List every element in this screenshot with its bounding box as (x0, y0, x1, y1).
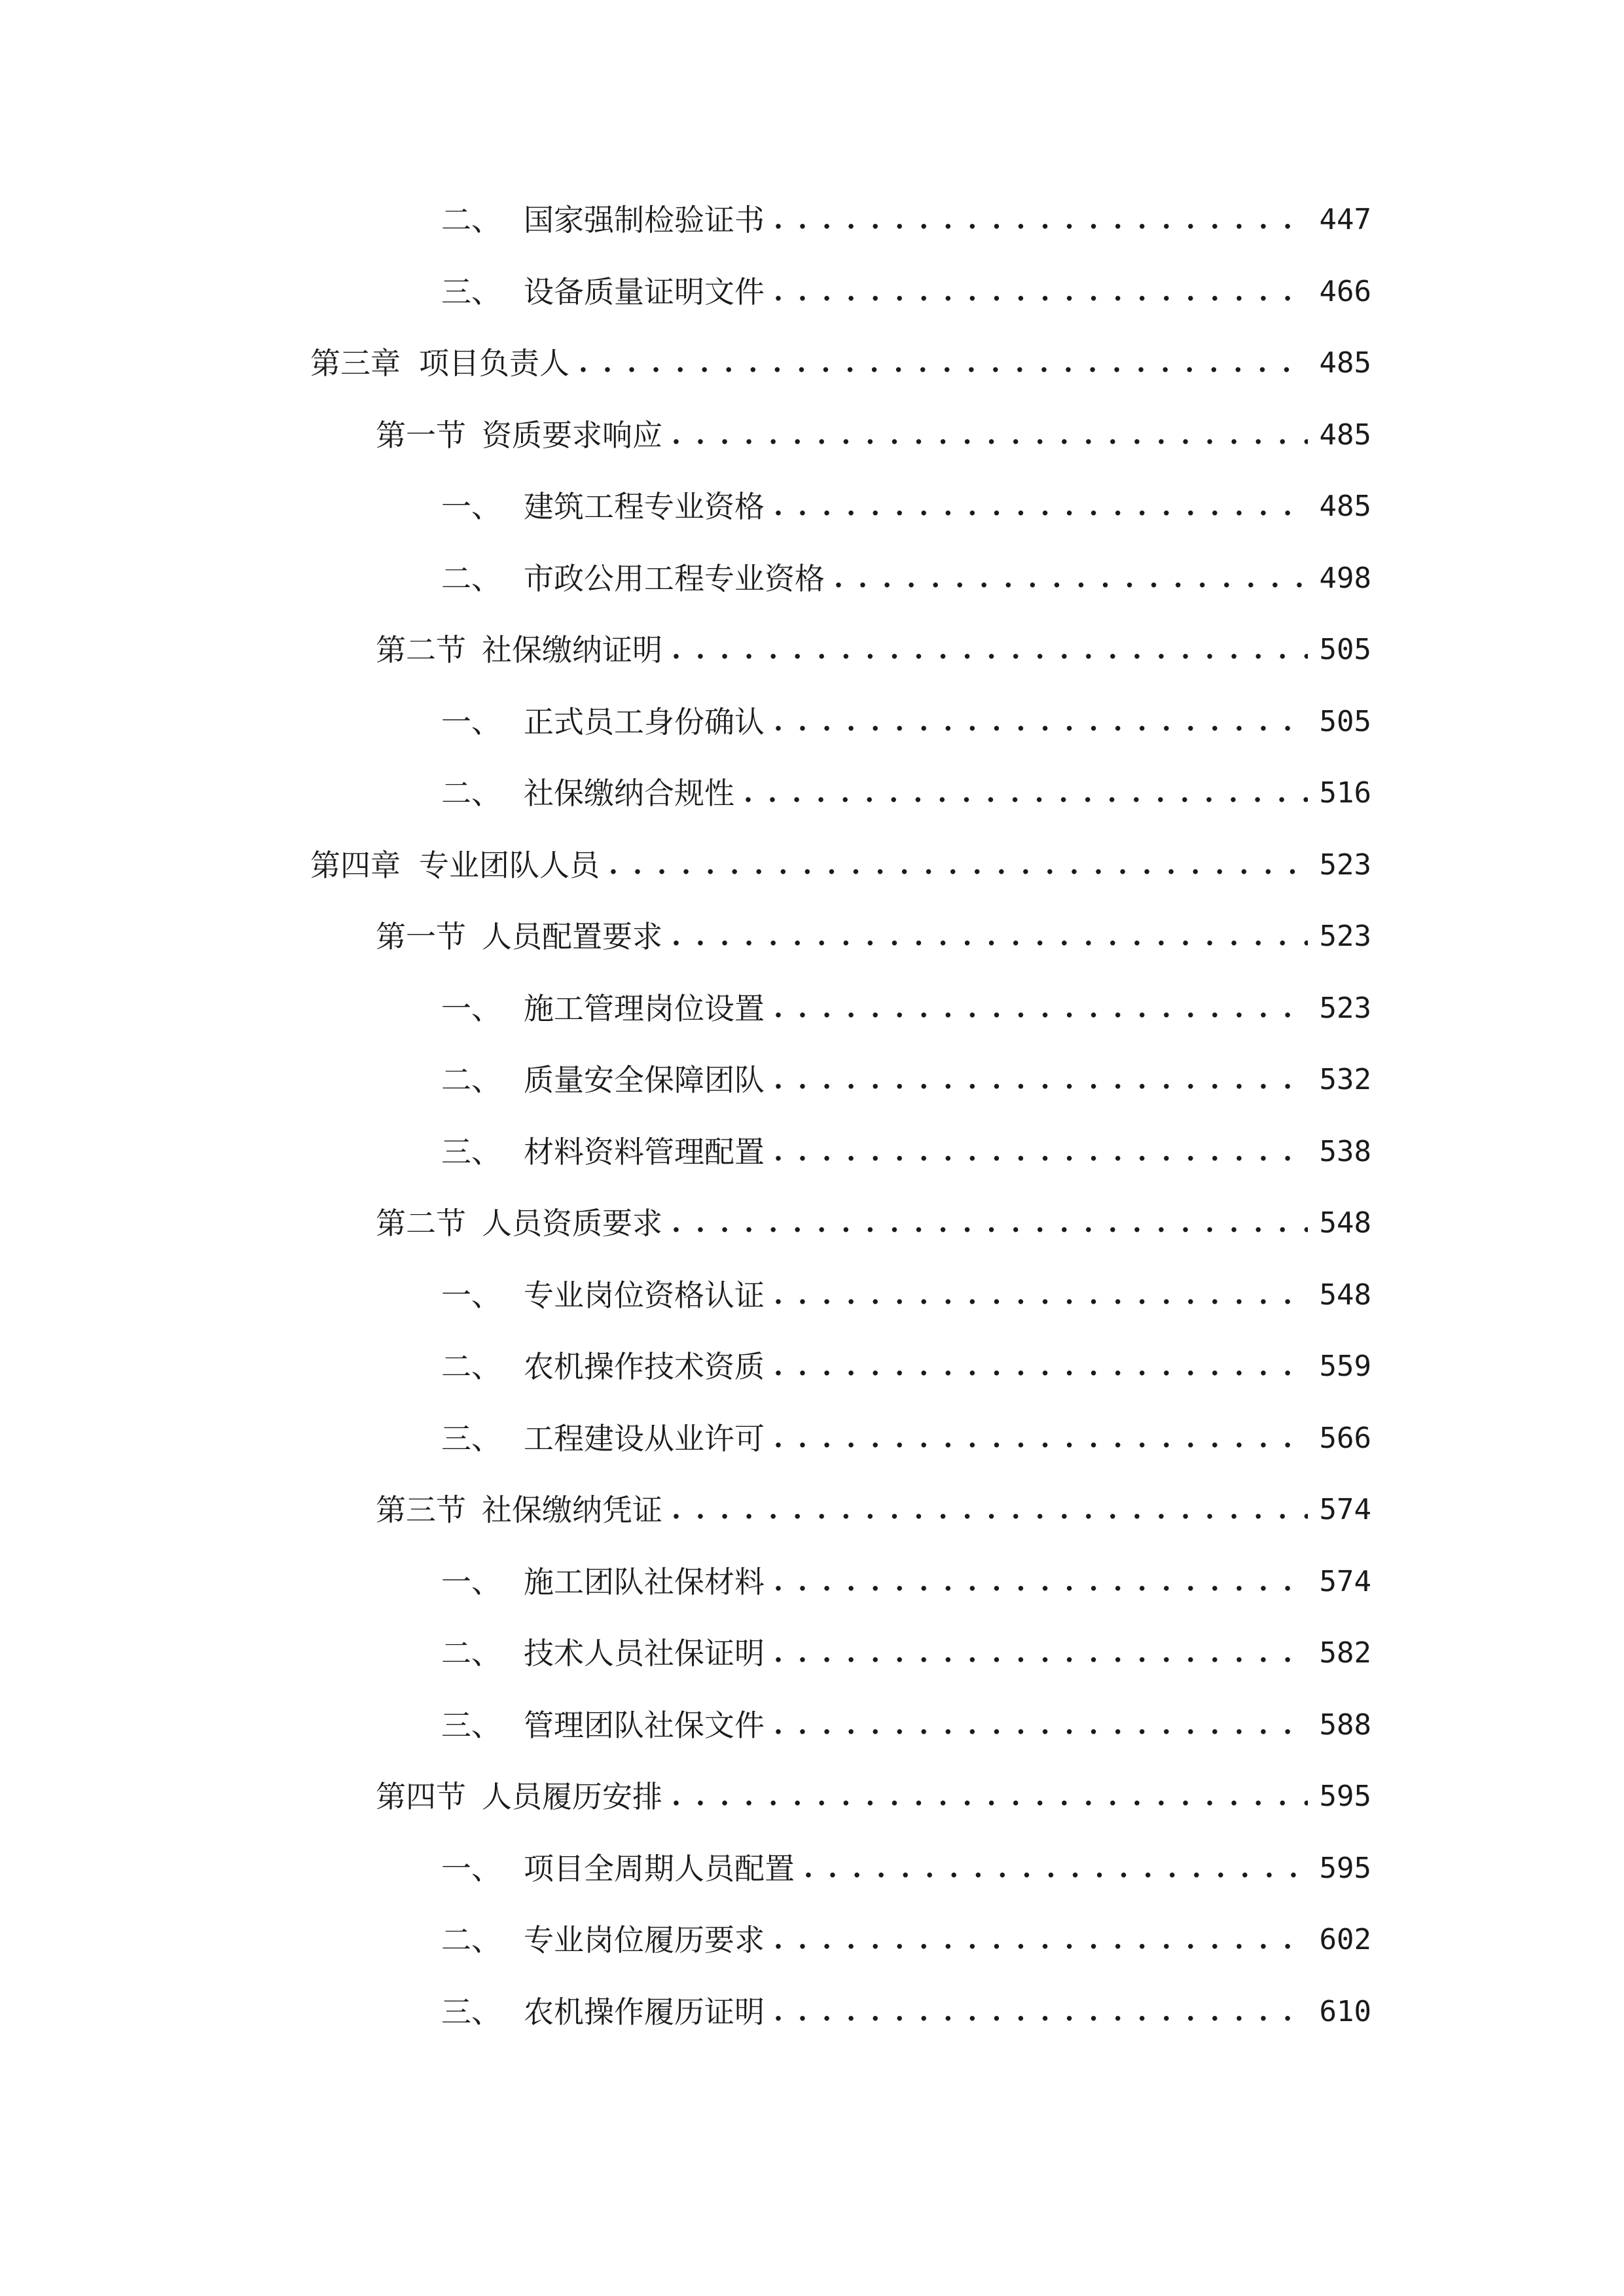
toc-entry[interactable] (441, 982, 1371, 1035)
toc-entry-number: 三、 (441, 1994, 501, 2030)
toc-entry-number: 一、 (441, 1564, 501, 1600)
dot-leader (774, 696, 1308, 748)
dot-leader (579, 337, 1308, 389)
toc-entry-title: 资质要求响应 (482, 418, 662, 453)
dot-leader (672, 1770, 1308, 1823)
toc-entry[interactable] (441, 1269, 1371, 1321)
toc-entry-section[interactable] (376, 1484, 1371, 1536)
dot-leader (744, 767, 1308, 819)
toc-entry-title: 正式员工身份确认 (524, 704, 765, 740)
dot-leader (672, 1197, 1308, 1249)
toc-entry[interactable] (441, 696, 1371, 748)
toc-entry-number: 第一节 (376, 418, 466, 453)
toc-entry-title: 人员资质要求 (482, 1206, 662, 1241)
toc-entry-title: 项目全周期人员配置 (524, 1851, 795, 1886)
toc-entry-title: 项目负责人 (419, 346, 569, 381)
toc-entry-page: 566 (1319, 1422, 1371, 1455)
toc-entry-chapter[interactable] (310, 839, 1371, 891)
toc-entry-page: 447 (1319, 203, 1371, 236)
toc-entry-number: 第一节 (376, 919, 466, 954)
toc-entry-page: 574 (1319, 1565, 1371, 1598)
toc-entry-title: 农机操作履历证明 (524, 1994, 765, 2030)
dot-leader (774, 1340, 1308, 1393)
toc-entry-page: 485 (1319, 418, 1371, 452)
toc-entry-page: 516 (1319, 776, 1371, 810)
toc-entry-title: 社保缴纳证明 (482, 632, 662, 668)
dot-leader (834, 552, 1308, 605)
toc-entry[interactable] (441, 767, 1371, 819)
dot-leader (774, 982, 1308, 1035)
toc-entry[interactable] (441, 552, 1371, 605)
toc-entry-title: 设备质量证明文件 (524, 274, 765, 310)
toc-entry-page: 523 (1319, 848, 1371, 882)
toc-entry-page: 485 (1319, 346, 1371, 380)
toc-entry-number: 第二节 (376, 1206, 466, 1241)
toc-entry-section[interactable] (376, 409, 1371, 461)
toc-entry-page: 538 (1319, 1135, 1371, 1168)
toc-entry-title: 管理团队社保文件 (524, 1708, 765, 1743)
toc-entry-number: 一、 (441, 991, 501, 1026)
toc-entry[interactable] (441, 1556, 1371, 1608)
toc-entry[interactable] (441, 1340, 1371, 1393)
toc-entry-title: 国家强制检验证书 (524, 202, 765, 238)
toc-entry-page: 505 (1319, 705, 1371, 738)
toc-entry-number: 第四节 (376, 1779, 466, 1814)
toc-entry-page: 485 (1319, 490, 1371, 523)
toc-entry-number: 第四章 (310, 848, 401, 883)
toc-entry-number: 三、 (441, 1708, 501, 1743)
toc-entry-number: 二、 (441, 1062, 501, 1098)
dot-leader (774, 1986, 1308, 2038)
toc-entry-title: 材料资料管理配置 (524, 1134, 765, 1170)
toc-entry-title: 社保缴纳合规性 (524, 776, 734, 811)
dot-leader (774, 1269, 1308, 1321)
toc-entry-page: 588 (1319, 1708, 1371, 1742)
toc-entry-section[interactable] (376, 910, 1371, 963)
toc-entry[interactable] (441, 266, 1371, 318)
dot-leader (672, 1484, 1308, 1536)
dot-leader (774, 266, 1308, 318)
toc-entry-title: 专业岗位履历要求 (524, 1922, 765, 1958)
toc-entry-number: 二、 (441, 561, 501, 596)
toc-entry-number: 一、 (441, 704, 501, 740)
toc-entry[interactable] (441, 1627, 1371, 1679)
dot-leader (774, 1126, 1308, 1178)
toc-entry-number: 二、 (441, 1636, 501, 1671)
toc-entry-number: 二、 (441, 202, 501, 238)
toc-entry-title: 技术人员社保证明 (524, 1636, 765, 1671)
toc-entry-page: 582 (1319, 1636, 1371, 1670)
dot-leader (774, 1914, 1308, 1966)
toc-entry-title: 人员履历安排 (482, 1779, 662, 1814)
toc-entry[interactable] (441, 194, 1371, 246)
toc-entry-number: 三、 (441, 274, 501, 310)
toc-entry-number: 一、 (441, 1278, 501, 1313)
dot-leader (774, 1054, 1308, 1106)
dot-leader (774, 1627, 1308, 1679)
toc-entry[interactable] (441, 1842, 1371, 1895)
toc-entry-title: 施工团队社保材料 (524, 1564, 765, 1600)
toc-entry-title: 人员配置要求 (482, 919, 662, 954)
dot-leader (774, 480, 1308, 533)
dot-leader (672, 409, 1308, 461)
dot-leader (774, 194, 1308, 246)
toc-entry-page: 574 (1319, 1493, 1371, 1526)
toc-entry-section[interactable] (376, 1770, 1371, 1823)
toc-entry-page: 548 (1319, 1278, 1371, 1312)
toc-entry-title: 社保缴纳凭证 (482, 1492, 662, 1528)
toc-entry-page: 523 (1319, 920, 1371, 953)
toc-entry-title: 市政公用工程专业资格 (524, 561, 825, 596)
toc-entry[interactable] (441, 480, 1371, 533)
dot-leader (804, 1842, 1308, 1895)
toc-entry-page: 602 (1319, 1923, 1371, 1956)
toc-entry-number: 三、 (441, 1134, 501, 1170)
toc-entry-title: 专业团队人员 (419, 848, 600, 883)
toc-entry-number: 二、 (441, 1349, 501, 1384)
toc-entry-number: 一、 (441, 1851, 501, 1886)
toc-entry-page: 595 (1319, 1780, 1371, 1813)
toc-entry-number: 三、 (441, 1421, 501, 1456)
toc-entry-section[interactable] (376, 624, 1371, 676)
dot-leader (774, 1556, 1308, 1608)
toc-entry-page: 523 (1319, 992, 1371, 1025)
toc-entry-number: 第三章 (310, 346, 401, 381)
toc-entry-title: 质量安全保障团队 (524, 1062, 765, 1098)
dot-leader (672, 624, 1308, 676)
toc-entry-chapter[interactable] (310, 337, 1371, 389)
toc-entry-title: 农机操作技术资质 (524, 1349, 765, 1384)
toc-entry-page: 610 (1319, 1995, 1371, 2028)
dot-leader (774, 1412, 1308, 1465)
toc-entry[interactable] (441, 1054, 1371, 1106)
toc-entry-number: 第二节 (376, 632, 466, 668)
toc-entry[interactable] (441, 1914, 1371, 1966)
toc-entry-number: 二、 (441, 776, 501, 811)
toc-entry[interactable] (441, 1986, 1371, 2038)
toc-entry-title: 建筑工程专业资格 (524, 489, 765, 524)
toc-entry-number: 第三节 (376, 1492, 466, 1528)
dot-leader (609, 839, 1308, 891)
toc-entry[interactable] (441, 1126, 1371, 1178)
toc-entry[interactable] (441, 1699, 1371, 1751)
toc-entry-title: 施工管理岗位设置 (524, 991, 765, 1026)
toc-entry-page: 595 (1319, 1852, 1371, 1885)
toc-entry-section[interactable] (376, 1197, 1371, 1249)
toc-entry-number: 二、 (441, 1922, 501, 1958)
toc-entry-page: 466 (1319, 275, 1371, 308)
toc-entry-page: 498 (1319, 562, 1371, 595)
toc-entry-title: 工程建设从业许可 (524, 1421, 765, 1456)
toc-entry[interactable] (441, 1412, 1371, 1465)
toc-entry-page: 548 (1319, 1206, 1371, 1240)
toc-entry-title: 专业岗位资格认证 (524, 1278, 765, 1313)
toc-entry-number: 一、 (441, 489, 501, 524)
dot-leader (774, 1699, 1308, 1751)
toc-entry-page: 505 (1319, 633, 1371, 666)
toc-entry-page: 532 (1319, 1063, 1371, 1096)
dot-leader (672, 910, 1308, 963)
toc-entry-page: 559 (1319, 1350, 1371, 1383)
